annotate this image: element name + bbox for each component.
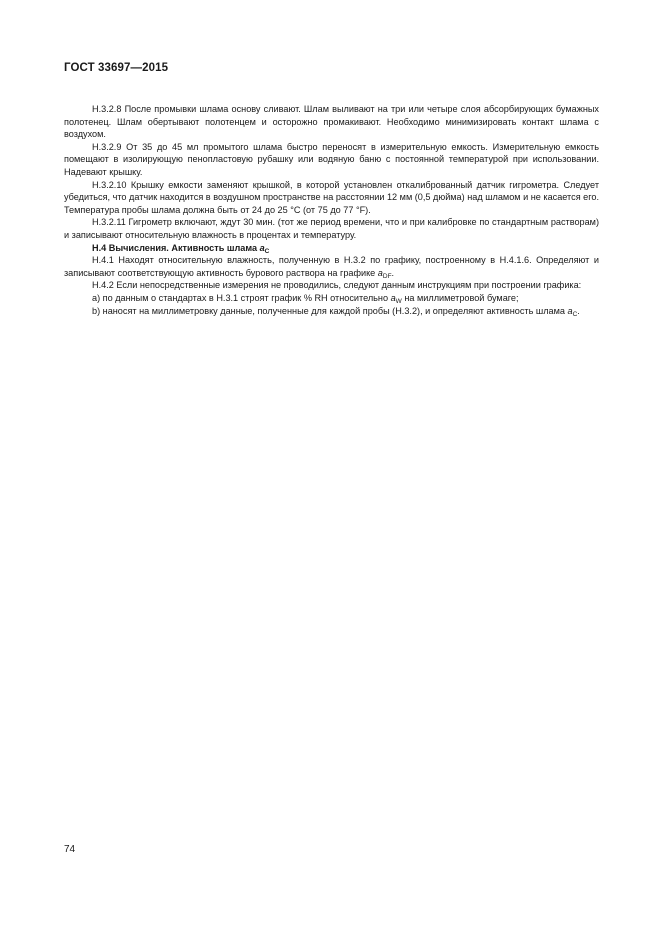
list-item-b-text: b) наносят на миллиметровку данные, полученные для каждой пробы (Н.3.2), и определяют активность шлама (92, 305, 568, 316)
paragraph-h-4-1-end: . (391, 267, 395, 278)
list-item-b-subscript: C (572, 310, 578, 318)
paragraph-h-3-2-9: Н.3.2.9 От 35 до 45 мл промытого шлама быстро переносят в измерительную емкость. Измерительную емкость помещают в изолирующую пенопластовую рубашку или водяную баню с постоянной температурой при использовании. Надевают крышку. (64, 141, 599, 177)
document-header: ГОСТ 33697—2015 (64, 62, 169, 74)
paragraph-h-4-1-variable: a (377, 267, 383, 278)
list-item-a (64, 292, 599, 305)
heading-subscript: C (264, 247, 270, 255)
paragraph-h-4-1 (64, 254, 599, 279)
list-item-a-subscript: W (395, 297, 402, 305)
paragraph-h-3-2-11: Н.3.2.11 Гигрометр включают, ждут 30 мин. (тот же период времени, что и при калибровке по стандартным растворам) и записывают относительную влажность в процентах и температуру. (64, 217, 599, 240)
section-heading-h-4 (64, 242, 599, 255)
page-number: 74 (64, 844, 76, 855)
paragraph-h-3-2-8: Н.3.2.8 После промывки шлама основу сливают. Шлам выливают на три или четыре слоя абсорбирующих бумажных полотенец. Шлам обертывают полотенцем и осторожно промакивают. Необходимо минимизировать контакт шлама с воздухом. (64, 104, 599, 140)
heading-variable: a (259, 242, 265, 253)
list-item-b-end: . (577, 305, 580, 316)
paragraph-h-3-2-10: Н.3.2.10 Крышку емкости заменяют крышкой, в которой установлен откалиброванный датчик гигрометра. Следует убедиться, что датчик находится в воздушном пространстве на расстоянии 12 мм (0,5 дюйма) над шламом и не касается его. Температура пробы шлама должна быть от 24 до 25 °C (от 75 до 77 °F). (64, 179, 599, 215)
list-item-b-variable: a (567, 305, 573, 316)
heading-text: Н.4 Вычисления. Активность шлама (92, 242, 260, 253)
list-item-a-end: на миллиметровой бумаге; (401, 292, 519, 303)
list-item-a-variable: a (390, 292, 396, 303)
paragraph-h-4-1-text: Н.4.1 Находят относительную влажность, полученную в Н.3.2 по графику, построенному в Н.4.1.6. Определяют и записывают соответствующую активность бурового раствора на графике (64, 255, 599, 278)
paragraph-h-4-2: Н.4.2 Если непосредственные измерения не проводились, следуют данным инструкциям при построении графика: (92, 280, 582, 291)
list-item-a-text: а) по данным о стандартах в Н.3.1 строят график % RH относительно (92, 292, 391, 303)
document-body (64, 103, 599, 317)
paragraph-h-4-1-subscript: DF (382, 272, 392, 280)
list-item-b (64, 305, 599, 318)
